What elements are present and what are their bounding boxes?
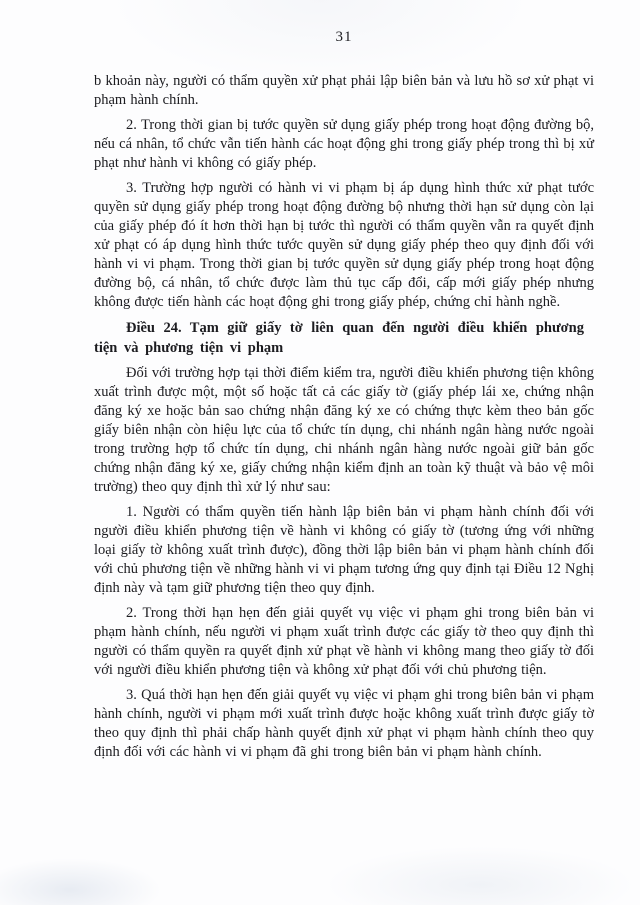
page-number: 31 xyxy=(335,29,353,45)
paragraph-article-24-item-1: 1. Người có thẩm quyền tiến hành lập biên bản vi phạm hành chính đối với người điều khiển phương tiện về hành vi không có giấy tờ (tương ứng với những loại giấy tờ không xuất trình được), đồng thời lập biên bản vi phạm hành chính đối với chủ phương tiện về những hành vi vi phạm tương ứng quy định tại Điều 12 Nghị định này và tạm giữ phương tiện theo quy định. xyxy=(94,504,594,596)
document-text-block xyxy=(94,28,594,768)
paragraph-article-24-item-3: 3. Quá thời hạn hẹn đến giải quyết vụ việc vi phạm ghi trong biên bản vi phạm hành chính, người vi phạm mới xuất trình được hoặc không xuất trình được giấy tờ theo quy định thì phải chấp hành quyết định xử phạt vi phạm hành chính theo quy định đối với các hành vi vi phạm đã ghi trong biên bản vi phạm hành chính. xyxy=(94,687,594,760)
article-24-heading: Điều 24. Tạm giữ giấy tờ liên quan đến người điều khiển phương tiện và phương tiện vi phạm xyxy=(94,320,584,356)
paragraph-clause-2: 2. Trong thời gian bị tước quyền sử dụng giấy phép trong hoạt động đường bộ, nếu cá nhân, tổ chức vẫn tiến hành các hoạt động ghi trong giấy phép trong thì bị xử phạt như hành vi không có giấy phép. xyxy=(94,117,594,171)
paragraph-article-24-intro: Đối với trường hợp tại thời điểm kiểm tra, người điều khiển phương tiện không xuất trình được một, một số hoặc tất cả các giấy tờ (giấy phép lái xe, chứng nhận đăng ký xe hoặc bản sao chứng nhận đăng ký xe có chứng thực kèm theo bản gốc giấy biên nhận còn hiệu lực của tổ chức tín dụng, chi nhánh ngân hàng nước ngoài trong trường hợp tổ chức tín dụng, chi nhánh ngân hàng nước ngoài giữ bản gốc chứng nhận đăng ký xe, giấy chứng nhận kiểm định an toàn kỹ thuật và bảo vệ môi trường) theo quy định thì xử lý như sau: xyxy=(94,365,594,495)
paragraph-clause-3: 3. Trường hợp người có hành vi vi phạm bị áp dụng hình thức xử phạt tước quyền sử dụng giấy phép trong hoạt động đường bộ nhưng thời hạn sử dụng còn lại của giấy phép đó ít hơn thời hạn bị tước thì người có thẩm quyền vẫn ra quyết định xử phạt có áp dụng hình thức tước quyền sử dụng giấy phép theo quy định đối với hành vi vi phạm. Trong thời gian bị tước quyền sử dụng giấy phép trong hoạt động đường bộ, cá nhân, tổ chức được làm thủ tục cấp đổi, cấp mới giấy phép nhưng không được tiến hành các hoạt động ghi trong giấy phép, chứng chỉ hành nghề. xyxy=(94,180,594,310)
paragraph-article-24-item-2: 2. Trong thời hạn hẹn đến giải quyết vụ việc vi phạm ghi trong biên bản vi phạm hành chính, nếu người vi phạm xuất trình được các giấy tờ theo quy định thì người có thẩm quyền ra quyết định xử phạt về hành vi không mang theo giấy tờ đối với người điều khiển phương tiện và không xử phạt đối với chủ phương tiện. xyxy=(94,605,594,678)
paragraph-continuation: b khoản này, người có thẩm quyền xử phạt phải lập biên bản và lưu hồ sơ xử phạt vi phạm hành chính. xyxy=(94,73,594,108)
